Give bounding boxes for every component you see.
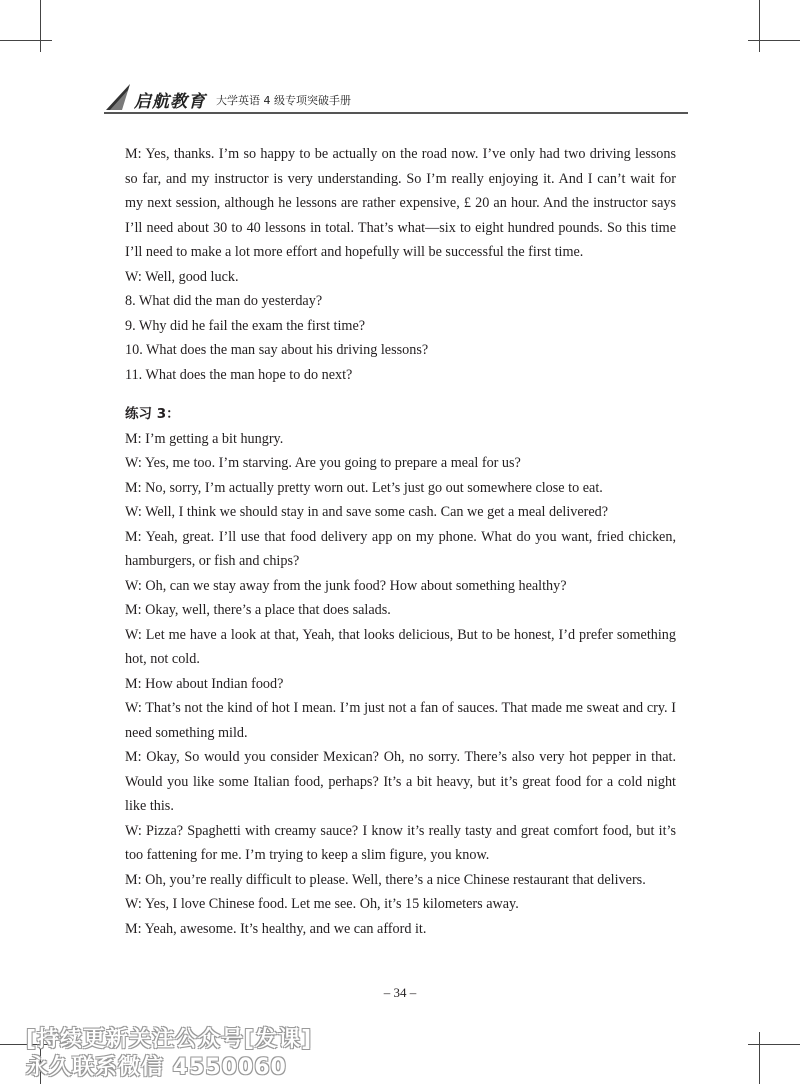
dialogue-line: W: Yes, I love Chinese food. Let me see. Oh, it’s 15 kilometers away. (125, 896, 519, 912)
dialogue-line: M: Okay, well, there’s a place that does salads. (125, 602, 391, 618)
dialogue-line: W: Pizza? Spaghetti with creamy sauce? I know it’s really tasty and great comfort food, but it’s too fattening for me. I’m trying to keep a slim figure, you know. (125, 822, 676, 863)
page-number: – 34 – (383, 985, 417, 1000)
dialogue-line: M: No, sorry, I’m actually pretty worn out. Let’s just go out somewhere close to eat. (125, 479, 603, 496)
crop-mark (748, 1044, 800, 1045)
dialogue-line: M: Oh, you’re really difficult to please. Well, there’s a nice Chinese restaurant that delivers. (125, 871, 646, 888)
page-content (125, 142, 676, 941)
sail-logo-icon (104, 82, 134, 112)
dialogue-line: W: Oh, can we stay away from the junk food? How about something healthy? (125, 577, 567, 594)
crop-mark (759, 0, 760, 52)
question-line: 8. What did the man do yesterday? (125, 293, 323, 309)
section-title: 练习 3： (125, 406, 180, 422)
header-divider (104, 112, 688, 114)
dialogue-line: M: I’m getting a bit hungry. (125, 430, 284, 447)
brand-name: 启航教育 (134, 92, 206, 112)
dialogue-line: M: Okay, So would you consider Mexican? Oh, no sorry. There’s also very hot pepper in that. Would you like some Italian food, perhaps? It’s a bit heavy, but it’s great food for a cold night like this. (125, 749, 676, 814)
crop-mark (759, 1032, 760, 1084)
dialogue-line: W: Well, I think we should stay in and save some cash. Can we get a meal delivered? (125, 504, 609, 520)
header-title: 大学英语 4 级专项突破手册 (216, 94, 351, 107)
crop-mark (748, 40, 800, 41)
question-line: 10. What does the man say about his driving lessons? (125, 342, 429, 358)
watermark-line-2: 永久联系微信 4550060 (26, 1055, 287, 1080)
dialogue-line: W: That’s not the kind of hot I mean. I’m just not a fan of sauces. That made me sweat and cry. I need something mild. (125, 700, 676, 741)
question-line: 11. What does the man hope to do next? (125, 366, 353, 383)
question-line: 9. Why did he fail the exam the first time? (125, 317, 366, 334)
watermark-line-1: [持续更新关注公众号[发课] (26, 1027, 313, 1052)
page-header (104, 82, 688, 114)
dialogue-line: W: Let me have a look at that, Yeah, that looks delicious, But to be honest, I’d prefer something hot, not cold. (125, 626, 676, 667)
dialogue-line: M: Yeah, awesome. It’s healthy, and we can afford it. (125, 920, 427, 937)
dialogue-line: M: Yeah, great. I’ll use that food delivery app on my phone. What do you want, fried chicken, hamburgers, or fish and chips? (125, 528, 676, 569)
dialogue-line: M: Yes, thanks. I’m so happy to be actually on the road now. I’ve only had two driving lessons so far, and my instructor is very understanding. So I’m really enjoying it. And I can’t wait for my next session, although he lessons are rather expensive, £ 20 an hour. And the instructor says I’ll need about 30 to 40 lessons in total. That’s what—six to eight hundred pounds. So this time I’ll need to make a lot more effort and hopefully will be successful the first time. (125, 146, 676, 260)
dialogue-line: W: Well, good luck. (125, 268, 239, 285)
dialogue-line: M: How about Indian food? (125, 675, 284, 692)
crop-mark (0, 40, 52, 41)
dialogue-line: W: Yes, me too. I’m starving. Are you going to prepare a meal for us? (125, 455, 521, 471)
crop-mark (40, 0, 41, 52)
